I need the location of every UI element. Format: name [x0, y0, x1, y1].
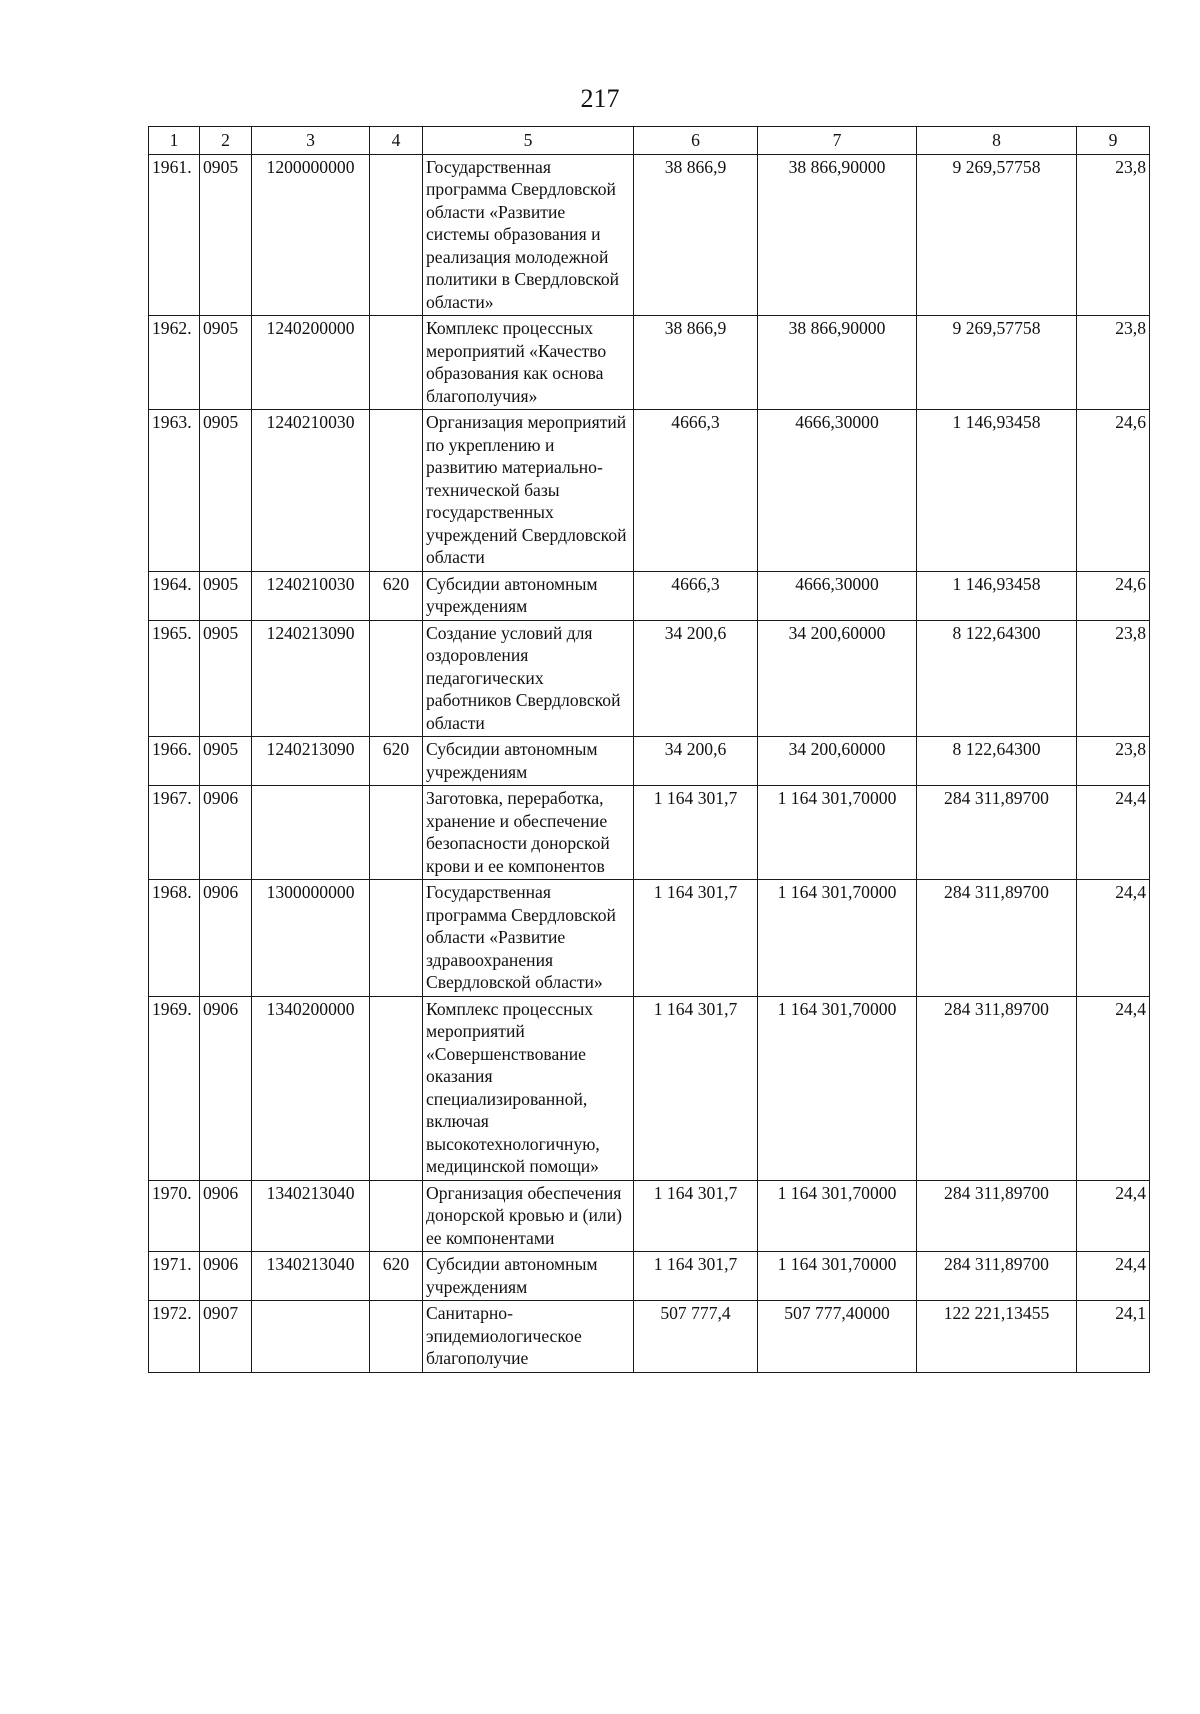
table-body — [149, 154, 1150, 1372]
target-article-code: 1340213040 — [252, 1252, 370, 1301]
value-col-6: 507 777,4 — [634, 1301, 758, 1373]
row-number: 1966. — [149, 737, 200, 786]
item-name: Государственная программа Свердловской области «Развитие здравоохранения Свердловской области» — [423, 880, 634, 997]
item-name: Субсидии автономным учреждениям — [423, 737, 634, 786]
value-col-6: 38 866,9 — [634, 154, 758, 316]
target-article-code — [252, 1301, 370, 1373]
value-col-8: 122 221,13455 — [917, 1301, 1077, 1373]
value-col-6: 1 164 301,7 — [634, 1252, 758, 1301]
header-cell: 2 — [200, 127, 252, 155]
target-article-code: 1240200000 — [252, 316, 370, 410]
value-col-8: 284 311,89700 — [917, 1180, 1077, 1252]
item-name: Комплекс процессных мероприятий «Качество образования как основа благополучия» — [423, 316, 634, 410]
value-col-9: 24,6 — [1077, 571, 1150, 620]
value-col-7: 1 164 301,70000 — [758, 1180, 917, 1252]
section-code: 0906 — [200, 996, 252, 1180]
item-name: Комплекс процессных мероприятий «Совершенствование оказания специализированной, включая высокотехнологичную, медицинской помощи» — [423, 996, 634, 1180]
section-code: 0905 — [200, 410, 252, 572]
table-row — [149, 996, 1150, 1180]
value-col-7: 1 164 301,70000 — [758, 786, 917, 880]
expense-type-code: 620 — [370, 1252, 423, 1301]
value-col-6: 1 164 301,7 — [634, 1180, 758, 1252]
section-code: 0905 — [200, 620, 252, 737]
expense-type-code — [370, 786, 423, 880]
value-col-7: 34 200,60000 — [758, 620, 917, 737]
value-col-9: 24,1 — [1077, 1301, 1150, 1373]
item-name: Создание условий для оздоровления педагогических работников Свердловской области — [423, 620, 634, 737]
target-article-code: 1240213090 — [252, 620, 370, 737]
section-code: 0905 — [200, 737, 252, 786]
value-col-8: 284 311,89700 — [917, 996, 1077, 1180]
page-number: 217 — [580, 84, 620, 113]
value-col-9: 23,8 — [1077, 737, 1150, 786]
table-row — [149, 154, 1150, 316]
value-col-6: 34 200,6 — [634, 737, 758, 786]
table-row — [149, 1180, 1150, 1252]
item-name: Заготовка, переработка, хранение и обеспечение безопасности донорской крови и ее компонентов — [423, 786, 634, 880]
row-number: 1972. — [149, 1301, 200, 1373]
section-code: 0905 — [200, 571, 252, 620]
value-col-9: 24,4 — [1077, 880, 1150, 997]
value-col-6: 38 866,9 — [634, 316, 758, 410]
table-row — [149, 1301, 1150, 1373]
row-number: 1971. — [149, 1252, 200, 1301]
value-col-7: 4666,30000 — [758, 571, 917, 620]
value-col-8: 284 311,89700 — [917, 1252, 1077, 1301]
target-article-code: 1240210030 — [252, 571, 370, 620]
expense-type-code — [370, 996, 423, 1180]
row-number: 1965. — [149, 620, 200, 737]
table-row — [149, 880, 1150, 997]
expense-type-code — [370, 1301, 423, 1373]
item-name: Субсидии автономным учреждениям — [423, 571, 634, 620]
value-col-6: 34 200,6 — [634, 620, 758, 737]
value-col-6: 1 164 301,7 — [634, 786, 758, 880]
value-col-9: 23,8 — [1077, 154, 1150, 316]
value-col-7: 34 200,60000 — [758, 737, 917, 786]
target-article-code: 1300000000 — [252, 880, 370, 997]
value-col-6: 4666,3 — [634, 571, 758, 620]
value-col-7: 1 164 301,70000 — [758, 996, 917, 1180]
value-col-7: 38 866,90000 — [758, 154, 917, 316]
header-cell: 7 — [758, 127, 917, 155]
value-col-6: 1 164 301,7 — [634, 996, 758, 1180]
table-row — [149, 737, 1150, 786]
expense-type-code — [370, 1180, 423, 1252]
value-col-8: 8 122,64300 — [917, 737, 1077, 786]
target-article-code: 1200000000 — [252, 154, 370, 316]
section-code: 0906 — [200, 880, 252, 997]
expense-type-code — [370, 154, 423, 316]
value-col-7: 38 866,90000 — [758, 316, 917, 410]
value-col-7: 1 164 301,70000 — [758, 880, 917, 997]
row-number: 1967. — [149, 786, 200, 880]
table-row — [149, 316, 1150, 410]
row-number: 1969. — [149, 996, 200, 1180]
row-number: 1961. — [149, 154, 200, 316]
row-number: 1963. — [149, 410, 200, 572]
value-col-8: 9 269,57758 — [917, 316, 1077, 410]
value-col-9: 24,4 — [1077, 1180, 1150, 1252]
value-col-9: 24,6 — [1077, 410, 1150, 572]
value-col-6: 4666,3 — [634, 410, 758, 572]
value-col-8: 284 311,89700 — [917, 786, 1077, 880]
row-number: 1968. — [149, 880, 200, 997]
item-name: Организация обеспечения донорской кровью и (или) ее компонентами — [423, 1180, 634, 1252]
value-col-8: 1 146,93458 — [917, 571, 1077, 620]
target-article-code: 1240210030 — [252, 410, 370, 572]
section-code: 0905 — [200, 154, 252, 316]
section-code: 0906 — [200, 1252, 252, 1301]
row-number: 1970. — [149, 1180, 200, 1252]
expense-type-code — [370, 410, 423, 572]
value-col-6: 1 164 301,7 — [634, 880, 758, 997]
header-cell: 5 — [423, 127, 634, 155]
expense-type-code — [370, 316, 423, 410]
table-header — [149, 127, 1150, 155]
value-col-8: 284 311,89700 — [917, 880, 1077, 997]
value-col-7: 4666,30000 — [758, 410, 917, 572]
budget-table — [148, 126, 1150, 1373]
header-cell: 9 — [1077, 127, 1150, 155]
section-code: 0905 — [200, 316, 252, 410]
expense-type-code — [370, 620, 423, 737]
value-col-7: 507 777,40000 — [758, 1301, 917, 1373]
header-cell: 8 — [917, 127, 1077, 155]
header-cell: 3 — [252, 127, 370, 155]
target-article-code: 1240213090 — [252, 737, 370, 786]
value-col-8: 9 269,57758 — [917, 154, 1077, 316]
value-col-9: 23,8 — [1077, 316, 1150, 410]
table-row — [149, 571, 1150, 620]
value-col-9: 24,4 — [1077, 1252, 1150, 1301]
value-col-9: 23,8 — [1077, 620, 1150, 737]
value-col-8: 1 146,93458 — [917, 410, 1077, 572]
item-name: Государственная программа Свердловской области «Развитие системы образования и реализация молодежной политики в Свердловской области» — [423, 154, 634, 316]
header-cell: 6 — [634, 127, 758, 155]
target-article-code: 1340213040 — [252, 1180, 370, 1252]
section-code: 0906 — [200, 786, 252, 880]
table-row — [149, 410, 1150, 572]
table-row — [149, 1252, 1150, 1301]
item-name: Организация мероприятий по укреплению и развитию материально-технической базы государственных учреждений Свердловской области — [423, 410, 634, 572]
section-code: 0906 — [200, 1180, 252, 1252]
row-number: 1962. — [149, 316, 200, 410]
row-number: 1964. — [149, 571, 200, 620]
header-cell: 4 — [370, 127, 423, 155]
item-name: Субсидии автономным учреждениям — [423, 1252, 634, 1301]
value-col-9: 24,4 — [1077, 996, 1150, 1180]
table-row — [149, 620, 1150, 737]
header-cell: 1 — [149, 127, 200, 155]
value-col-7: 1 164 301,70000 — [758, 1252, 917, 1301]
header-row — [149, 127, 1150, 155]
item-name: Санитарно-эпидемиологическое благополучие — [423, 1301, 634, 1373]
value-col-8: 8 122,64300 — [917, 620, 1077, 737]
target-article-code — [252, 786, 370, 880]
value-col-9: 24,4 — [1077, 786, 1150, 880]
expense-type-code — [370, 880, 423, 997]
section-code: 0907 — [200, 1301, 252, 1373]
expense-type-code: 620 — [370, 737, 423, 786]
expense-type-code: 620 — [370, 571, 423, 620]
target-article-code: 1340200000 — [252, 996, 370, 1180]
table-row — [149, 786, 1150, 880]
